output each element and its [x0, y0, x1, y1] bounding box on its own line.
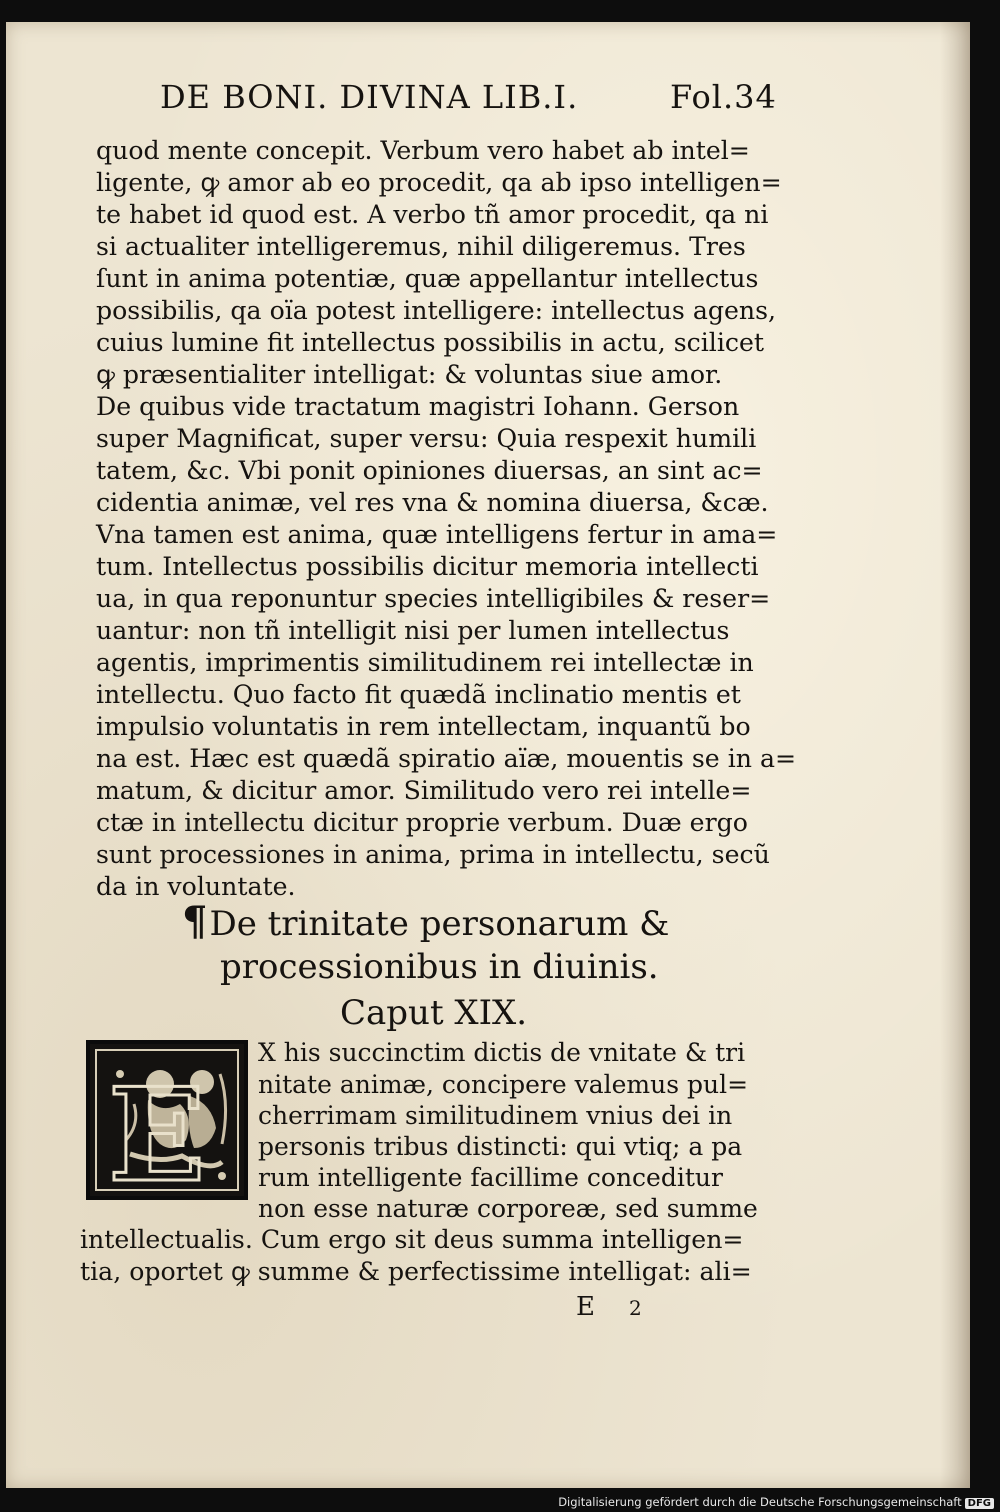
body-line: De quibus vide tractatum magistri Iohann. Gerson — [96, 392, 740, 421]
body-line: na est. Hæc est quædã spiratio aïæ, mouentis se in a= — [96, 744, 797, 773]
body-line: ligente, ꝙ amor ab eo procedit, qa ab ipso intelligen= — [96, 168, 782, 197]
body-line: te habet id quod est. A verbo tñ amor procedit, qa ni — [96, 200, 769, 229]
body-line: Vna tamen est anima, quæ intelligens fertur in ama= — [96, 520, 778, 549]
body-line: ua, in qua reponuntur species intelligibiles & reser= — [96, 584, 771, 613]
body-line: ctæ in intellectu dicitur proprie verbum. Duæ ergo — [96, 808, 748, 837]
body-line: possibilis, qa oïa potest intelligere: intellectus agens, — [96, 296, 777, 325]
initial-line: cherrimam similitudinem vnius dei in — [258, 1101, 733, 1130]
body-line: intellectualis. Cum ergo sit deus summa intelligen= — [80, 1225, 744, 1254]
body-line: intellectu. Quo facto fit quædã inclinatio mentis et — [96, 680, 741, 709]
initial-line: X his succinctim dictis de vnitate & tri — [258, 1038, 746, 1067]
body-line: quod mente concepit. Verbum vero habet ab intel= — [96, 136, 750, 165]
decorated-initial — [86, 1040, 248, 1200]
body-line: tum. Intellectus possibilis dicitur memoria intellecti — [96, 552, 759, 581]
body-line: matum, & dicitur amor. Similitudo vero rei intelle= — [96, 776, 752, 805]
body-line: sunt processiones in anima, prima in intellectu, secũ — [96, 840, 770, 869]
initial-line: rum intelligente facillime conceditur — [258, 1163, 723, 1192]
initial-line: nitate animæ, concipere valemus pul= — [258, 1070, 749, 1099]
running-head-title: DE BONI. DIVINA LIB.I. — [160, 78, 579, 116]
woodcut-initial-image — [90, 1044, 244, 1196]
initial-line: personis tribus distincti: qui vtiq; a pa — [258, 1132, 743, 1161]
initial-letter-glyph: E — [108, 1061, 206, 1196]
chapter-heading-text-1: De trinitate personarum & — [209, 904, 670, 944]
body-line: ꝙ præsentialiter intelligat: & voluntas siue amor. — [96, 360, 723, 389]
body-line: tia, oportet ꝙ summe & perfectissime intelligat: ali= — [80, 1257, 752, 1286]
body-line: uantur: non tñ intelligit nisi per lumen intellectus — [96, 616, 730, 645]
body-line: ſunt in anima potentiæ, quæ appellantur intellectus — [96, 264, 759, 293]
signature-number: 2 — [628, 1296, 642, 1320]
funding-credit — [558, 1495, 994, 1509]
page-gutter-shadow — [940, 22, 970, 1488]
body-line: da in voluntate. — [96, 872, 296, 901]
body-line: si actualiter intelligeremus, nihil diligeremus. Tres — [96, 232, 746, 261]
signature-letter: E — [576, 1292, 595, 1322]
dfg-logo: DFG — [965, 1498, 994, 1509]
chapter-heading-line-2: processionibus in diuinis. — [220, 947, 659, 987]
body-line: tatem, &c. Vbi ponit opiniones diuersas, an sint ac= — [96, 456, 763, 485]
body-line: cidentia animæ, vel res vna & nomina diuersa, &cæ. — [96, 488, 769, 517]
body-line: cuius lumine fit intellectus possibilis in actu, scilicet — [96, 328, 765, 357]
footer-bar — [558, 1492, 1000, 1512]
pilcrow-mark: ¶ — [182, 898, 208, 945]
funding-credit-text: Digitalisierung gefördert durch die Deutsche Forschungsgemeinschaft — [558, 1495, 962, 1509]
body-line: super Magnificat, super versu: Quia respexit humili — [96, 424, 757, 453]
chapter-number: Caput XIX. — [340, 993, 528, 1033]
initial-line: non esse naturæ corporeæ, sed summe — [258, 1194, 758, 1223]
body-line: impulsio voluntatis in rem intellectam, inquantũ bo — [96, 712, 751, 741]
chapter-heading-line-1 — [182, 898, 670, 945]
body-line: agentis, imprimentis similitudinem rei intellectæ in — [96, 648, 754, 677]
folio-number: Fol.34 — [670, 78, 777, 116]
signature-mark — [576, 1292, 642, 1322]
